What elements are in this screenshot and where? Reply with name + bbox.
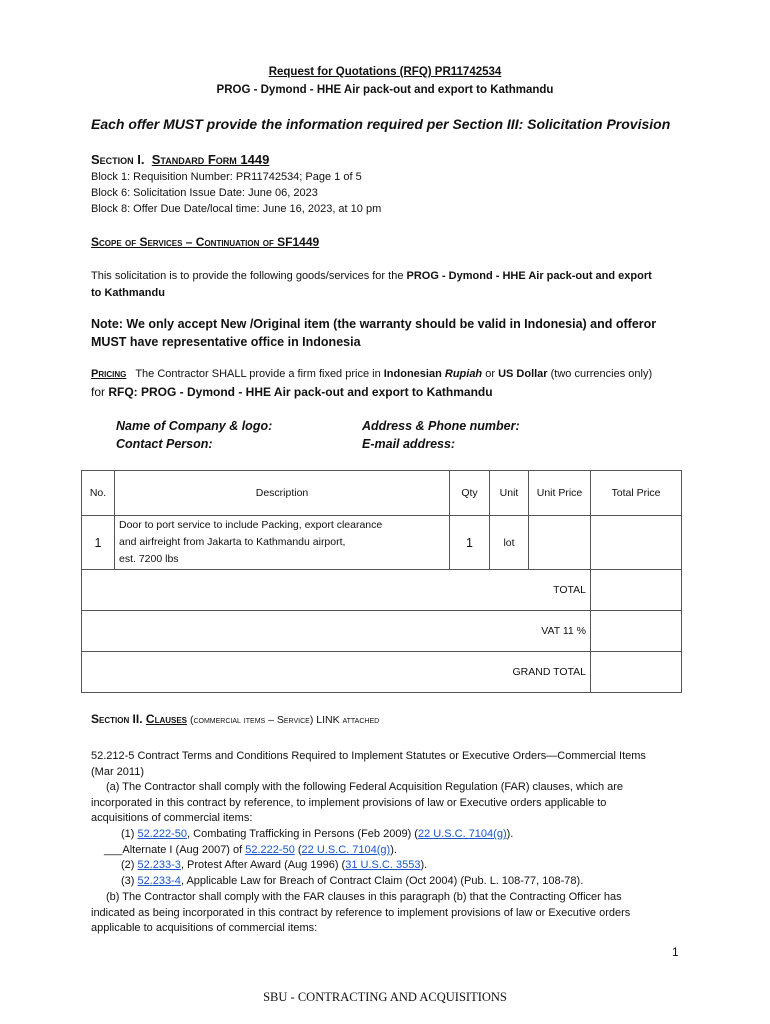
grand-total-row [82,652,682,693]
pricing-rfq-text: PROG - Dymond - HHE Air pack-out and export to Kathmandu [137,385,493,399]
section1-label: Section I. [91,152,145,167]
offer-notice: Each offer MUST provide the information required per Section III: Solicitation Provision [91,116,671,132]
section2-label: Section II. [91,712,143,726]
clause-line2: (Mar 2011) [91,766,144,778]
clause-item3-pre: (2) [121,859,138,871]
contact-person-label: Contact Person: [116,437,213,451]
pricing-for: for [91,385,109,399]
clause-item1 [121,826,513,842]
total-label: TOTAL [82,570,591,611]
clause-item3 [121,857,427,873]
company-name-label: Name of Company & logo: [116,419,273,433]
clause-item4-pre: (3) [121,875,138,887]
scope-text-c: to Kathmandu [91,287,165,299]
block8-line: Block 8: Offer Due Date/local time: June 16, 2023, at 10 pm [91,203,382,215]
note-line1: Note: We only accept New /Original item (the warranty should be valid in Indonesia) and offeror [91,317,657,331]
pricing-cur1: Indonesian [383,368,445,380]
pricing-cur1b: Rupiah [444,368,483,380]
page-footer: SBU - CONTRACTING AND ACQUISITIONS [263,990,507,1004]
header-total-price: Total Price [591,471,682,516]
item-desc-line2: and airfreight from Jakarta to Kathmandu airport, [119,536,346,548]
header-description: Description [115,471,450,516]
email-label: E-mail address: [362,437,456,451]
item-unit: lot [490,516,529,570]
clause-line5: acquisitions of commercial items: [91,812,253,824]
item-description [115,516,450,570]
section2-sub: (commercial items – Service) LINK attached [187,714,380,726]
section1-form: Standard Form 1449 [151,152,270,167]
clause-item1-pre: (1) [121,828,138,840]
clause-b-line2: indicated as being incorporated in this contract by reference to implement provisions of law or Executive orders [91,907,631,919]
clause-line3: (a) The Contractor shall comply with the following Federal Acquisition Regulation (FAR) clauses, which are [106,781,624,793]
clause-item1-mid: , Combating Trafficking in Persons (Feb 2009) ( [187,828,418,840]
section2-clauses: Clauses [145,712,188,726]
quote-table [81,470,682,693]
table-header-row [82,471,682,516]
section1-heading [91,152,269,167]
clause-b-line1: (b) The Contractor shall comply with the FAR clauses in this paragraph (b) that the Contracting Officer has [106,891,622,903]
vat-row [82,611,682,652]
link-31-usc-3553[interactable]: 31 U.S.C. 3553 [345,859,421,871]
block1-line: Block 1: Requisition Number: PR11742534; Page 1 of 5 [91,171,362,183]
header-unit-price: Unit Price [529,471,591,516]
vat-value-cell[interactable] [591,611,682,652]
link-52-222-50-alt[interactable]: 52.222-50 [245,844,295,856]
clause-item2-post: ). [390,844,397,856]
pricing-or: or [482,368,499,380]
clause-item3-post: ). [420,859,428,871]
grand-total-label: GRAND TOTAL [82,652,591,693]
link-52-233-4[interactable]: 52.233-4 [137,875,181,887]
total-value-cell[interactable] [591,570,682,611]
item-total-price-cell[interactable] [591,516,682,570]
section2-heading [91,712,379,726]
item-desc-line3: est. 7200 lbs [119,553,179,565]
page-number: 1 [672,945,679,959]
link-22-usc-7104g[interactable]: 22 U.S.C. 7104(g) [417,828,507,840]
clause-item2-pre: ___Alternate I (Aug 2007) of [104,844,246,856]
clause-item4-post: , Applicable Law for Breach of Contract Claim (Oct 2004) (Pub. L. 108-77, 108-78). [180,875,584,887]
clause-item2-mid: ( [294,844,302,856]
pricing-text-a: The Contractor SHALL provide a firm fixed price in [135,368,384,380]
clause-b-line3: applicable to acquisitions of commercial items: [91,922,318,934]
block6-line: Block 6: Solicitation Issue Date: June 06, 2023 [91,187,318,199]
pricing-cur2: US Dollar [498,368,548,380]
link-52-233-3[interactable]: 52.233-3 [137,859,181,871]
scope-text-b: PROG - Dymond - HHE Air pack-out and export [406,270,652,282]
address-phone-label: Address & Phone number: [362,419,520,433]
header-no: No. [82,471,115,516]
pricing-text-b: (two currencies only) [547,368,653,380]
clause-item2 [104,842,397,858]
header-qty: Qty [450,471,490,516]
scope-heading: Scope of Services – Continuation of SF1449 [91,235,320,249]
pricing-rfq-label: RFQ: [108,385,138,399]
scope-text-a: This solicitation is to provide the following goods/services for the [91,270,407,282]
item-no: 1 [82,516,115,570]
link-52-222-50[interactable]: 52.222-50 [137,828,188,840]
clause-line1: 52.212-5 Contract Terms and Conditions Required to Implement Statutes or Executive Orders—Commercial Items [91,750,646,762]
pricing-rfq-line [91,385,493,399]
scope-text [91,268,652,284]
item-unit-price-cell[interactable] [529,516,591,570]
clause-item4 [121,873,583,889]
clause-line4: incorporated in this contract by reference, to implement provisions of law or Executive orders applicable to [91,797,607,809]
pricing-label: Pricing [91,368,127,380]
total-row [82,570,682,611]
item-desc-line1: Door to port service to include Packing, export clearance [119,519,383,531]
header-unit: Unit [490,471,529,516]
clause-item1-post: ). [506,828,514,840]
vat-label: VAT 11 % [82,611,591,652]
pricing-line [91,366,652,382]
link-22-usc-7104g-alt[interactable]: 22 U.S.C. 7104(g) [301,844,391,856]
clause-item3-mid: , Protest After Award (Aug 1996) ( [180,859,346,871]
item-qty: 1 [450,516,490,570]
table-row [82,516,682,570]
rfq-subtitle: PROG - Dymond - HHE Air pack-out and export to Kathmandu [216,84,554,96]
note-line2: MUST have representative office in Indonesia [91,335,361,349]
rfq-title: Request for Quotations (RFQ) PR11742534 [268,66,502,78]
grand-total-value-cell[interactable] [591,652,682,693]
